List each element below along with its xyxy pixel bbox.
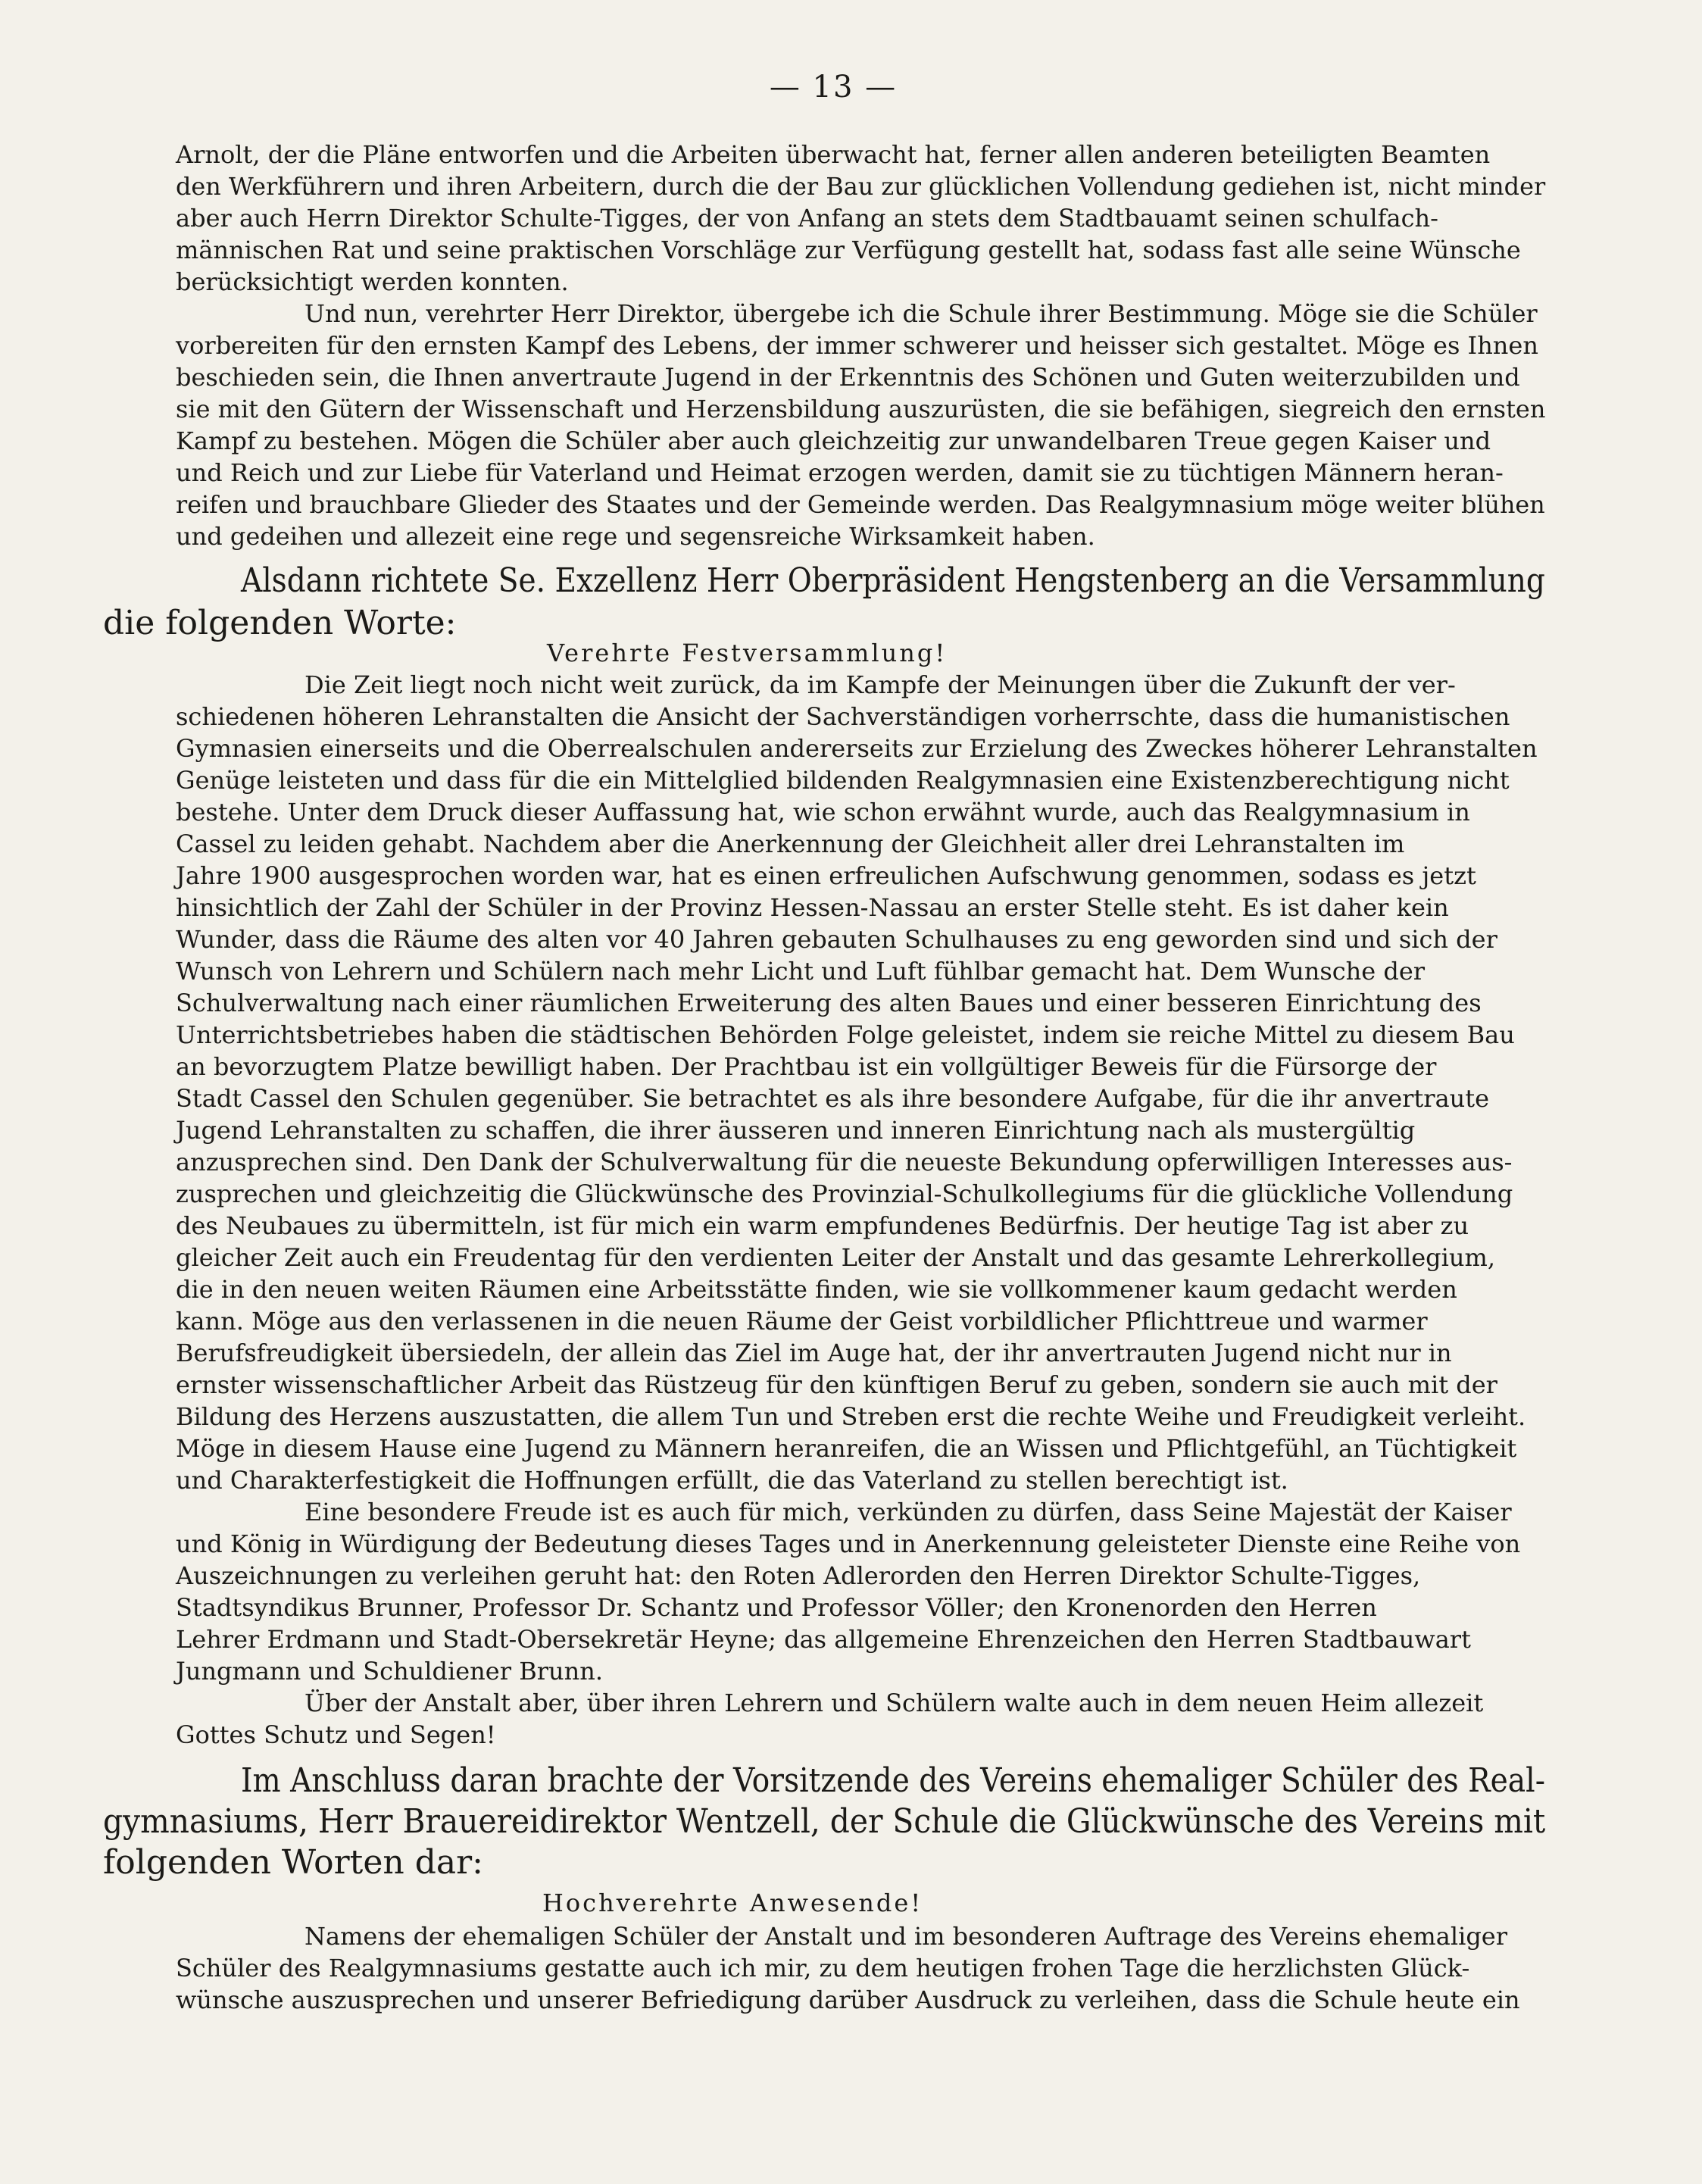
text-line: Unterrichtsbetriebes haben die städtischen Behörden Folge geleistet, indem sie reiche Mittel zu diesem Bau xyxy=(176,1020,1515,1049)
text-line: Wunder, dass die Räume des alten vor 40 Jahren gebauten Schulhauses zu eng geworden sind und sich der xyxy=(176,925,1497,954)
text-line: Gymnasien einerseits und die Oberrealschulen andererseits zur Erzielung des Zweckes höherer Lehranstalten xyxy=(176,734,1538,763)
heading-line: gymnasiums, Herr Brauereidirektor Wentzell, der Schule die Glückwünsche des Vereins mit xyxy=(103,1802,1546,1841)
heading-line: die folgenden Worte: xyxy=(103,604,457,642)
text-line: Stadtsyndikus Brunner, Professor Dr. Schantz und Professor Völler; den Kronenorden den Herren xyxy=(176,1593,1377,1622)
text-line: berücksichtigt werden konnten. xyxy=(176,267,569,296)
text-line: sie mit den Gütern der Wissenschaft und Herzensbildung auszurüsten, die sie befähigen, siegreich den ernsten xyxy=(176,395,1546,423)
text-line: Schulverwaltung nach einer räumlichen Erweiterung des alten Baues und einer besseren Einrichtung des xyxy=(176,989,1482,1017)
text-line: Berufsfreudigkeit übersiedeln, der allein das Ziel im Auge hat, der ihr anvertrauten Jugend nicht nur in xyxy=(176,1339,1452,1367)
text-line: den Werkführern und ihren Arbeitern, durch die der Bau zur glücklichen Vollendung gediehen ist, nicht minder xyxy=(176,172,1546,201)
text-line: Wunsch von Lehrern und Schülern nach mehr Licht und Luft fühlbar gemacht hat. Dem Wunsche der xyxy=(176,957,1426,986)
text-line: und Charakterfestigkeit die Hoffnungen erfüllt, die das Vaterland zu stellen berechtigt ist. xyxy=(176,1466,1288,1495)
text-line: Und nun, verehrter Herr Direktor, übergebe ich die Schule ihrer Bestimmung. Möge sie die Schüler xyxy=(304,299,1538,328)
text-line: Über der Anstalt aber, über ihren Lehrern und Schülern walte auch in dem neuen Heim allezeit xyxy=(304,1689,1484,1717)
text-line: Gottes Schutz und Segen! xyxy=(176,1720,496,1749)
text-line: Lehrer Erdmann und Stadt-Obersekretär Heyne; das allgemeine Ehrenzeichen den Herren Stadtbauwart xyxy=(176,1625,1471,1654)
salutation: Hochverehrte Anwesende! xyxy=(542,1889,923,1917)
text-line: reifen und brauchbare Glieder des Staates und der Gemeinde werden. Das Realgymnasium möge weiter blühen xyxy=(176,490,1545,519)
text-line: zusprechen und gleichzeitig die Glückwünsche des Provinzial-Schulkollegiums für die glückliche Vollendung xyxy=(176,1179,1513,1208)
text-line: anzusprechen sind. Den Dank der Schulverwaltung für die neueste Bekundung opferwilligen Interesses aus- xyxy=(176,1148,1513,1176)
text-line: vorbereiten für den ernsten Kampf des Lebens, der immer schwerer und heisser sich gestaltet. Möge es Ihnen xyxy=(176,331,1538,360)
text-line: Jugend Lehranstalten zu schaffen, die ihrer äusseren und inneren Einrichtung nach als mustergültig xyxy=(176,1116,1416,1145)
text-line: männischen Rat und seine praktischen Vorschläge zur Verfügung gestellt hat, sodass fast alle seine Wünsche xyxy=(176,236,1521,264)
text-line: ernster wissenschaftlicher Arbeit das Rüstzeug für den künftigen Beruf zu geben, sondern sie auch mit der xyxy=(176,1370,1497,1399)
text-line: Genüge leisteten und dass für die ein Mittelglied bildenden Realgymnasien eine Existenzberechtigung nicht xyxy=(176,766,1510,795)
text-line: Cassel zu leiden gehabt. Nachdem aber die Anerkennung der Gleichheit aller drei Lehranstalten im xyxy=(176,830,1405,858)
text-line: Stadt Cassel den Schulen gegenüber. Sie betrachtet es als ihre besondere Aufgabe, für die ihr anvertraute xyxy=(176,1084,1490,1113)
text-line: Die Zeit liegt noch nicht weit zurück, da im Kampfe der Meinungen über die Zukunft der ver- xyxy=(304,670,1456,699)
text-line: an bevorzugtem Platze bewilligt haben. Der Prachtbau ist ein vollgültiger Beweis für die Fürsorge der xyxy=(176,1052,1437,1081)
page-number: — 13 — xyxy=(769,70,898,105)
text-line: Auszeichnungen zu verleihen geruht hat: den Roten Adlerorden den Herren Direktor Schulte-Tigges, xyxy=(176,1561,1421,1590)
text-line: kann. Möge aus den verlassenen in die neuen Räume der Geist vorbildlicher Pflichttreue und warmer xyxy=(176,1307,1428,1336)
text-line: Bildung des Herzens auszustatten, die allem Tun und Streben erst die rechte Weihe und Freudigkeit verleiht. xyxy=(176,1402,1526,1431)
text-line: des Neubaues zu übermitteln, ist für mich ein warm empfundenes Bedürfnis. Der heutige Tag ist aber zu xyxy=(176,1211,1469,1240)
text-line: Namens der ehemaligen Schüler der Anstalt und im besonderen Auftrage des Vereins ehemaliger xyxy=(304,1922,1508,1951)
text-line: bestehe. Unter dem Druck dieser Auffassung hat, wie schon erwähnt wurde, auch das Realgymnasium in xyxy=(176,798,1470,826)
heading-line: Im Anschluss daran brachte der Vorsitzende des Vereins ehemaliger Schüler des Real- xyxy=(241,1761,1545,1800)
text-line: beschieden sein, die Ihnen anvertraute Jugend in der Erkenntnis des Schönen und Guten weiterzubilden und xyxy=(176,363,1520,392)
salutation: Verehrte Festversammlung! xyxy=(547,639,948,667)
text-line: Schüler des Realgymnasiums gestatte auch ich mir, zu dem heutigen frohen Tage die herzlichsten Glück- xyxy=(176,1954,1470,1982)
text-line: Arnolt, der die Pläne entworfen und die Arbeiten überwacht hat, ferner allen anderen beteiligten Beamten xyxy=(176,140,1491,169)
text-line: gleicher Zeit auch ein Freudentag für den verdienten Leiter der Anstalt und das gesamte Lehrerkollegium, xyxy=(176,1243,1495,1272)
text-line: die in den neuen weiten Räumen eine Arbeitsstätte finden, wie sie vollkommener kaum gedacht werden xyxy=(176,1275,1457,1304)
text-line: hinsichtlich der Zahl der Schüler in der Provinz Hessen-Nassau an erster Stelle steht. Es ist daher kein xyxy=(176,893,1449,922)
text-line: Jahre 1900 ausgesprochen worden war, hat es einen erfreulichen Aufschwung genommen, sodass es jetzt xyxy=(176,861,1476,890)
text-line: aber auch Herrn Direktor Schulte-Tigges, der von Anfang an stets dem Stadtbauamt seinen schulfach- xyxy=(176,204,1438,233)
text-line: schiedenen höheren Lehranstalten die Ansicht der Sachverständigen vorherrschte, dass die humanistischen xyxy=(176,702,1510,731)
text-line: wünsche auszusprechen und unserer Befriedigung darüber Ausdruck zu verleihen, dass die Schule heute ein xyxy=(176,1986,1520,2014)
text-line: Jungmann und Schuldiener Brunn. xyxy=(176,1657,603,1686)
text-line: Kampf zu bestehen. Mögen die Schüler aber auch gleichzeitig zur unwandelbaren Treue gegen Kaiser und xyxy=(176,426,1491,455)
text-line: Eine besondere Freude ist es auch für mich, verkünden zu dürfen, dass Seine Majestät der Kaiser xyxy=(304,1498,1512,1526)
heading-line: Alsdann richtete Se. Exzellenz Herr Oberpräsident Hengstenberg an die Versammlung xyxy=(241,561,1545,600)
text-line: und König in Würdigung der Bedeutung dieses Tages und in Anerkennung geleisteter Dienste eine Reihe von xyxy=(176,1529,1521,1558)
text-line: und Reich und zur Liebe für Vaterland und Heimat erzogen werden, damit sie zu tüchtigen Männern heran- xyxy=(176,458,1504,487)
text-line: und gedeihen und allezeit eine rege und segensreiche Wirksamkeit haben. xyxy=(176,522,1095,551)
text-line: Möge in diesem Hause eine Jugend zu Männern heranreifen, die an Wissen und Pflichtgefühl, an Tüchtigkeit xyxy=(176,1434,1517,1463)
heading-line: folgenden Worten dar: xyxy=(103,1843,483,1882)
